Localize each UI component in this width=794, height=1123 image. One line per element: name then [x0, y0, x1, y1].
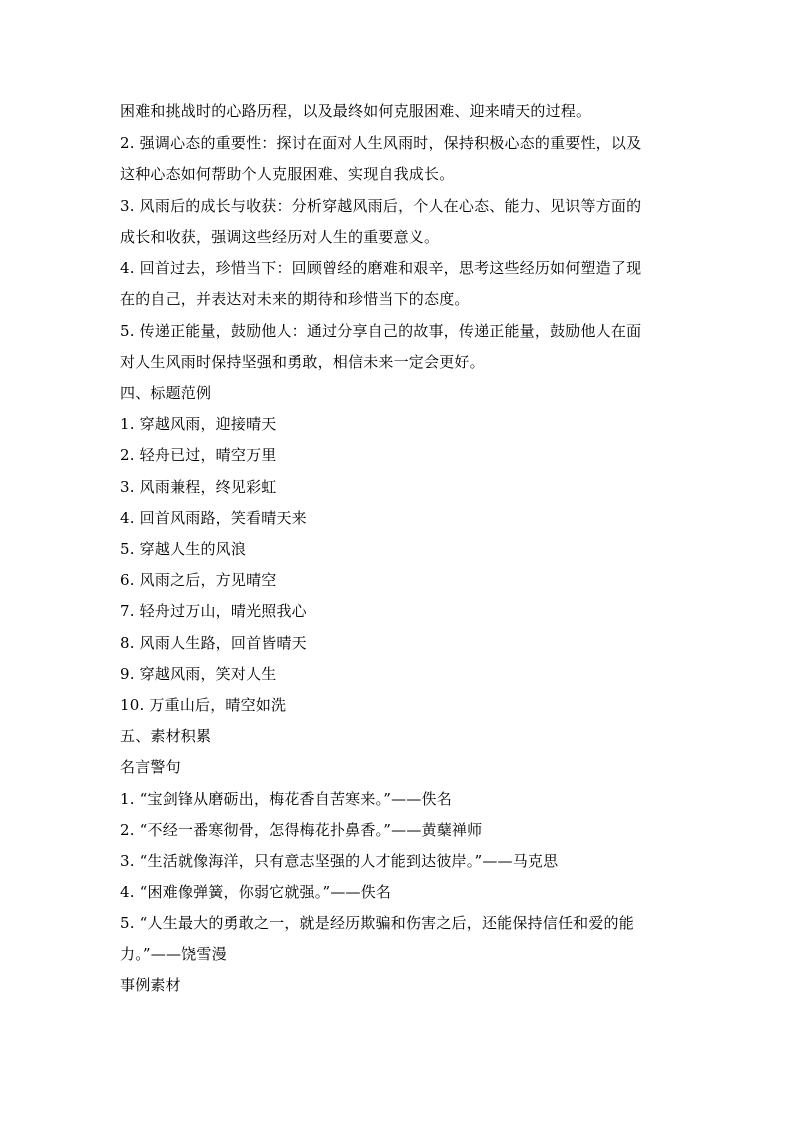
text-line: 在的自己，并表达对未来的期待和珍惜当下的态度。 [120, 290, 470, 308]
quote-item: 力。”——饶雪漫 [120, 945, 227, 963]
list-item: 2. 轻舟已过，晴空万里 [120, 446, 277, 464]
section-heading: 四、标题范例 [120, 384, 212, 402]
text-line: 5. 传递正能量，鼓励他人：通过分享自己的故事，传递正能量，鼓励他人在面 [120, 322, 642, 340]
text-line: 这种心态如何帮助个人克服困难、实现自我成长。 [120, 165, 455, 183]
list-item: 8. 风雨人生路，回首皆晴天 [120, 634, 307, 652]
list-item: 5. 穿越人生的风浪 [120, 540, 247, 558]
subsection-heading: 事例素材 [120, 976, 181, 994]
quote-item: 5. “人生最大的勇敢之一，就是经历欺骗和伤害之后，还能保持信任和爱的能 [120, 914, 634, 932]
list-item: 3. 风雨兼程，终见彩虹 [120, 478, 277, 496]
text-line: 困难和挑战时的心路历程，以及最终如何克服困难、迎来晴天的过程。 [120, 102, 592, 120]
section-heading: 五、素材积累 [120, 727, 212, 745]
text-line: 对人生风雨时保持坚强和勇敢，相信未来一定会更好。 [120, 353, 485, 371]
text-line: 3. 风雨后的成长与收获：分析穿越风雨后，个人在心态、能力、见识等方面的 [120, 197, 642, 215]
list-item: 10. 万重山后，晴空如洗 [120, 696, 287, 714]
subsection-heading: 名言警句 [120, 758, 181, 776]
quote-item: 3. “生活就像海洋，只有意志坚强的人才能到达彼岸。”——马克思 [120, 852, 559, 870]
list-item: 4. 回首风雨路，笑看晴天来 [120, 509, 307, 527]
text-line: 成长和收获，强调这些经历对人生的重要意义。 [120, 228, 440, 246]
quote-item: 1. “宝剑锋从磨砺出，梅花香自苦寒来。”——佚名 [120, 790, 452, 808]
quote-item: 4. “困难像弹簧，你弱它就强。”——佚名 [120, 883, 392, 901]
list-item: 7. 轻舟过万山，晴光照我心 [120, 602, 307, 620]
list-item: 1. 穿越风雨，迎接晴天 [120, 415, 277, 433]
list-item: 9. 穿越风雨，笑对人生 [120, 665, 277, 683]
text-line: 4. 回首过去，珍惜当下：回顾曾经的磨难和艰辛，思考这些经历如何塑造了现 [120, 259, 642, 277]
text-line: 2. 强调心态的重要性：探讨在面对人生风雨时，保持积极心态的重要性，以及 [120, 134, 642, 152]
list-item: 6. 风雨之后，方见晴空 [120, 571, 277, 589]
quote-item: 2. “不经一番寒彻骨，怎得梅花扑鼻香。”——黄蘖禅师 [120, 821, 483, 839]
